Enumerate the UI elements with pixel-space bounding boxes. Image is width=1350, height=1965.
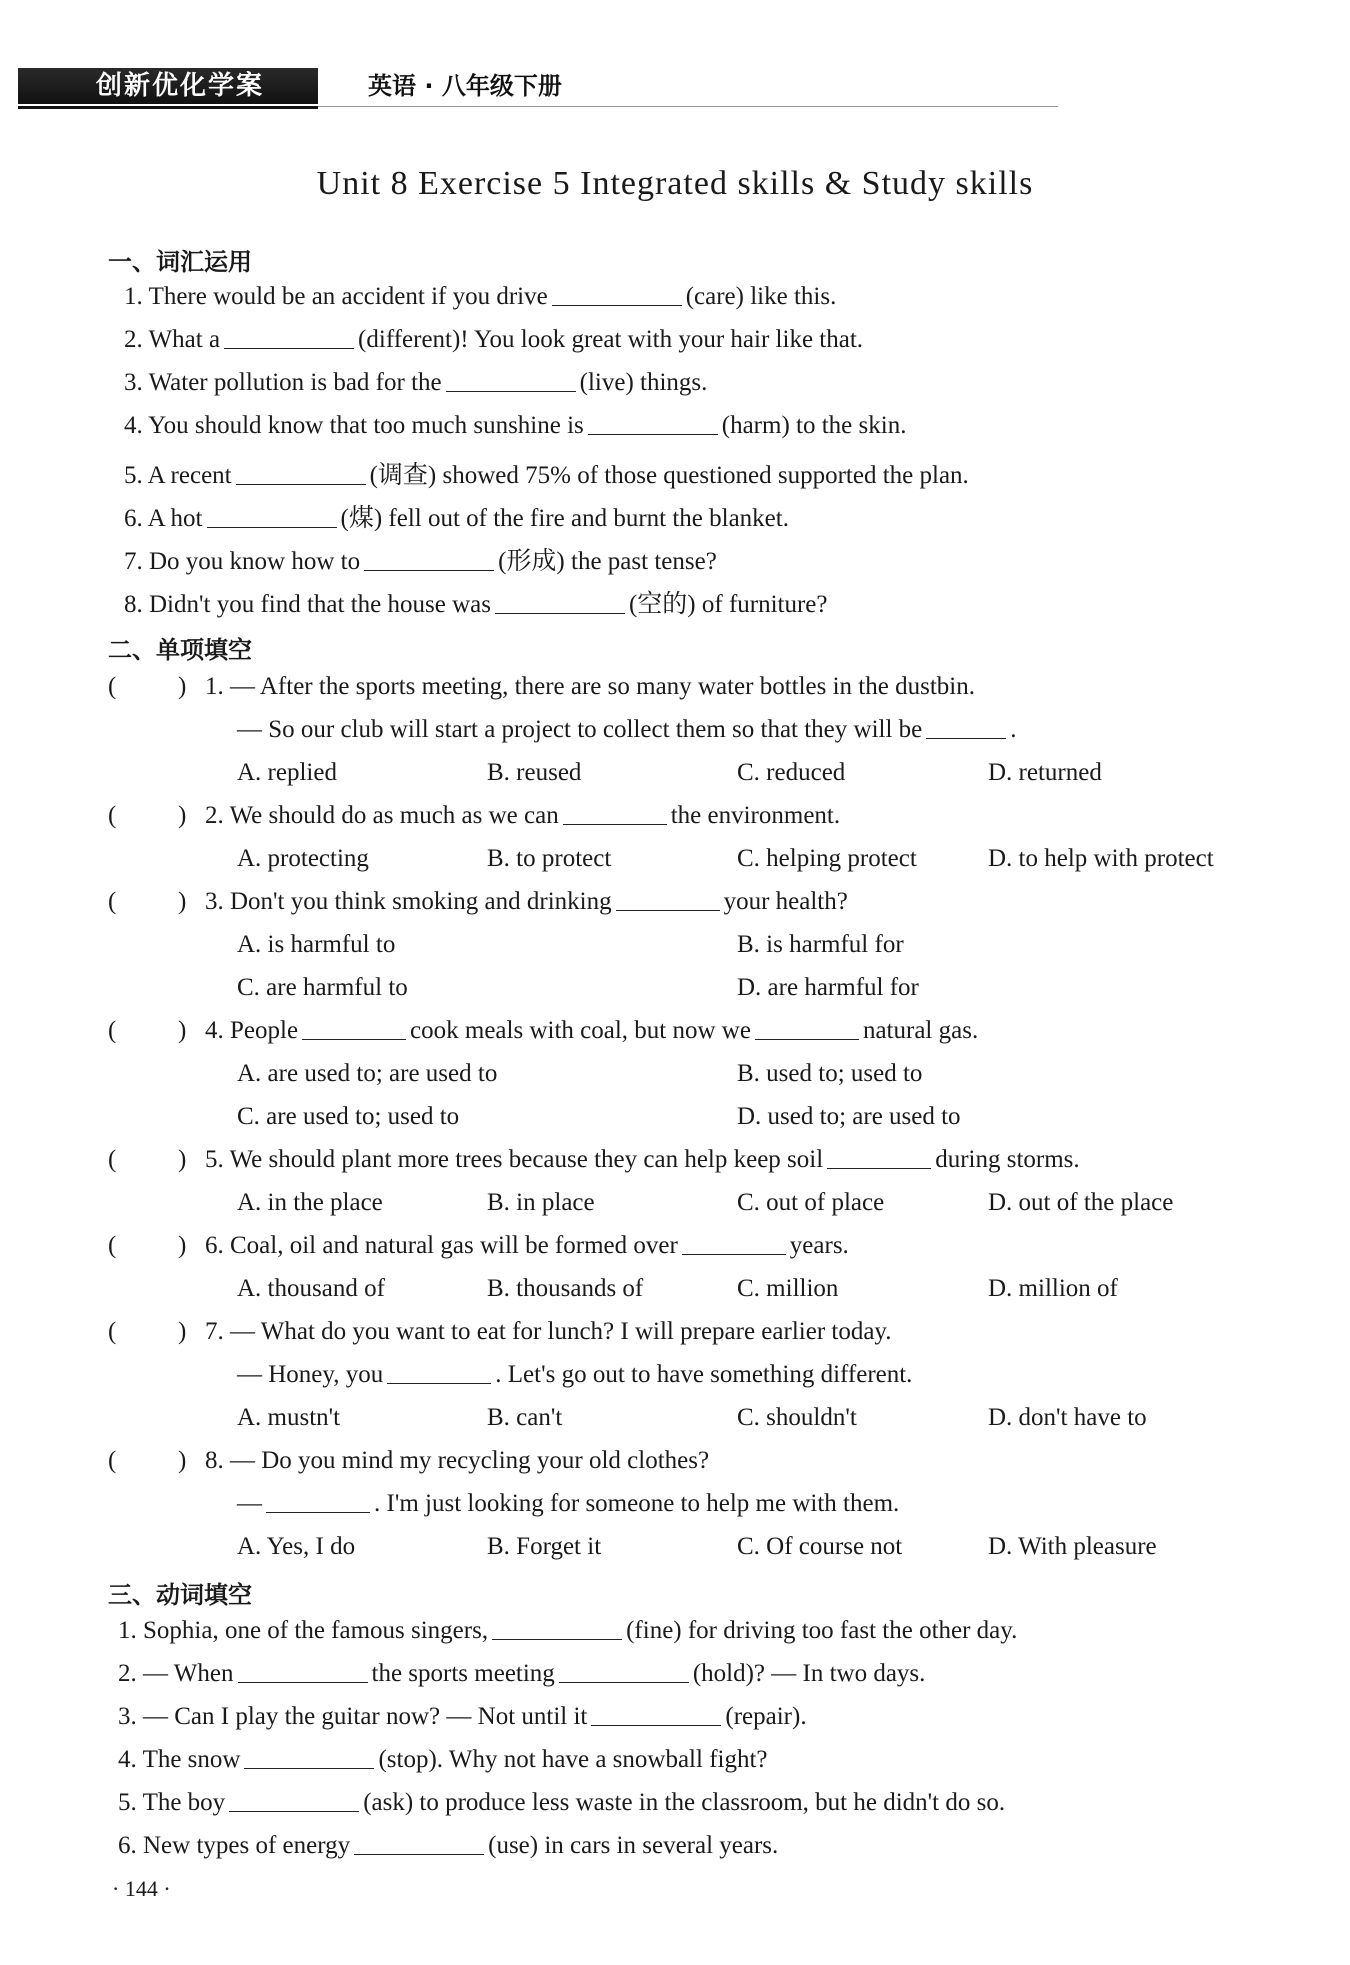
answer-paren-close: ) bbox=[178, 1017, 187, 1044]
section-heading-vocab: 一、词汇运用 bbox=[108, 248, 252, 276]
option-a: A. in the place bbox=[237, 1189, 383, 1216]
option-a: A. are used to; are used to bbox=[237, 1060, 498, 1087]
page-title: Unit 8 Exercise 5 Integrated skills & Study skills bbox=[316, 165, 1034, 202]
verb-item: 1. Sophia, one of the famous singers, (fine) for driving too fast the other day. bbox=[118, 1617, 1018, 1644]
answer-paren-close: ) bbox=[178, 1232, 187, 1259]
answer-paren-open[interactable]: ( bbox=[108, 888, 117, 915]
answer-blank[interactable] bbox=[364, 548, 494, 571]
answer-blank[interactable] bbox=[446, 369, 576, 392]
vocab-item: 7. Do you know how to (形成) the past tense? bbox=[124, 548, 717, 575]
page-header bbox=[18, 62, 1318, 108]
choice-question: 2. We should do as much as we can the environment. bbox=[205, 802, 841, 829]
choice-question: 8. — Do you mind my recycling your old clothes? bbox=[205, 1447, 710, 1474]
option-b: B. in place bbox=[487, 1189, 595, 1216]
vocab-item: 4. You should know that too much sunshine is (harm) to the skin. bbox=[124, 412, 907, 439]
section-heading-choice: 二、单项填空 bbox=[108, 636, 252, 664]
answer-paren-close: ) bbox=[178, 673, 187, 700]
option-c: C. reduced bbox=[737, 759, 846, 786]
answer-blank[interactable] bbox=[926, 716, 1006, 739]
answer-paren-close: ) bbox=[178, 888, 187, 915]
option-a: A. replied bbox=[237, 759, 337, 786]
answer-paren-open[interactable]: ( bbox=[108, 1017, 117, 1044]
answer-blank[interactable] bbox=[387, 1361, 491, 1384]
answer-paren-open[interactable]: ( bbox=[108, 1447, 117, 1474]
answer-paren-close: ) bbox=[178, 1146, 187, 1173]
answer-blank[interactable] bbox=[492, 1617, 622, 1640]
answer-blank[interactable] bbox=[244, 1746, 374, 1769]
option-c: C. Of course not bbox=[737, 1533, 903, 1560]
answer-blank[interactable] bbox=[591, 1703, 721, 1726]
choice-question: 1. — After the sports meeting, there are so many water bottles in the dustbin. bbox=[205, 673, 975, 700]
vocab-item: 8. Didn't you find that the house was (空的) of furniture? bbox=[124, 591, 828, 618]
answer-blank[interactable] bbox=[495, 591, 625, 614]
choice-question-line2: — Honey, you . Let's go out to have something different. bbox=[237, 1361, 913, 1388]
answer-blank[interactable] bbox=[266, 1490, 370, 1513]
option-a: A. thousand of bbox=[237, 1275, 385, 1302]
header-rule bbox=[318, 106, 1058, 107]
option-b: B. used to; used to bbox=[737, 1060, 923, 1087]
vocab-item: 2. What a (different)! You look great with your hair like that. bbox=[124, 326, 864, 353]
answer-blank[interactable] bbox=[552, 283, 682, 306]
book-title: 英语 · 八年级下册 bbox=[368, 72, 562, 100]
verb-item: 2. — When the sports meeting (hold)? — In two days. bbox=[118, 1660, 926, 1687]
answer-blank[interactable] bbox=[207, 505, 337, 528]
answer-blank[interactable] bbox=[224, 326, 354, 349]
option-b: B. is harmful for bbox=[737, 931, 904, 958]
answer-paren-close: ) bbox=[178, 1447, 187, 1474]
section-heading-verbs: 三、动词填空 bbox=[108, 1581, 252, 1609]
vocab-item: 6. A hot (煤) fell out of the fire and burnt the blanket. bbox=[124, 505, 789, 532]
answer-blank[interactable] bbox=[238, 1660, 368, 1683]
answer-blank[interactable] bbox=[354, 1832, 484, 1855]
option-b: B. Forget it bbox=[487, 1533, 602, 1560]
option-c: C. are used to; used to bbox=[237, 1103, 460, 1130]
option-c: C. million bbox=[737, 1275, 839, 1302]
option-b: B. to protect bbox=[487, 845, 612, 872]
option-b: B. thousands of bbox=[487, 1275, 644, 1302]
answer-blank[interactable] bbox=[588, 412, 718, 435]
answer-paren-open[interactable]: ( bbox=[108, 1318, 117, 1345]
choice-question-line2: — . I'm just looking for someone to help me with them. bbox=[237, 1490, 900, 1517]
answer-blank[interactable] bbox=[302, 1017, 406, 1040]
option-c: C. out of place bbox=[737, 1189, 885, 1216]
choice-question: 7. — What do you want to eat for lunch? I will prepare earlier today. bbox=[205, 1318, 892, 1345]
verb-item: 3. — Can I play the guitar now? — Not until it (repair). bbox=[118, 1703, 807, 1730]
option-b: B. can't bbox=[487, 1404, 563, 1431]
choice-question: 4. People cook meals with coal, but now we natural gas. bbox=[205, 1017, 979, 1044]
option-c: C. are harmful to bbox=[237, 974, 408, 1001]
choice-question: 6. Coal, oil and natural gas will be formed over years. bbox=[205, 1232, 849, 1259]
option-b: B. reused bbox=[487, 759, 582, 786]
option-d: D. With pleasure bbox=[988, 1533, 1157, 1560]
answer-blank[interactable] bbox=[755, 1017, 859, 1040]
answer-blank[interactable] bbox=[236, 462, 366, 485]
choice-question: 3. Don't you think smoking and drinking your health? bbox=[205, 888, 848, 915]
option-d: D. out of the place bbox=[988, 1189, 1174, 1216]
option-c: C. shouldn't bbox=[737, 1404, 857, 1431]
option-a: A. is harmful to bbox=[237, 931, 396, 958]
option-d: D. to help with protect bbox=[988, 845, 1214, 872]
answer-paren-close: ) bbox=[178, 802, 187, 829]
answer-blank[interactable] bbox=[559, 1660, 689, 1683]
option-d: D. are harmful for bbox=[737, 974, 919, 1001]
answer-blank[interactable] bbox=[827, 1146, 931, 1169]
answer-paren-open[interactable]: ( bbox=[108, 673, 117, 700]
option-a: A. protecting bbox=[237, 845, 369, 872]
answer-paren-close: ) bbox=[178, 1318, 187, 1345]
page-number: · 144 · bbox=[112, 1876, 171, 1901]
option-c: C. helping protect bbox=[737, 845, 917, 872]
verb-item: 5. The boy (ask) to produce less waste in the classroom, but he didn't do so. bbox=[118, 1789, 1006, 1816]
option-d: D. used to; are used to bbox=[737, 1103, 961, 1130]
answer-blank[interactable] bbox=[682, 1232, 786, 1255]
answer-paren-open[interactable]: ( bbox=[108, 1146, 117, 1173]
verb-item: 6. New types of energy (use) in cars in several years. bbox=[118, 1832, 779, 1859]
option-d: D. don't have to bbox=[988, 1404, 1147, 1431]
brand-underline bbox=[18, 106, 318, 109]
brand-banner: 创新优化学案 bbox=[18, 68, 318, 104]
vocab-item: 5. A recent (调查) showed 75% of those questioned supported the plan. bbox=[124, 462, 969, 489]
vocab-item: 3. Water pollution is bad for the (live) things. bbox=[124, 369, 708, 396]
vocab-item: 1. There would be an accident if you drive (care) like this. bbox=[124, 283, 837, 310]
choice-question: 5. We should plant more trees because they can help keep soil during storms. bbox=[205, 1146, 1080, 1173]
option-a: A. Yes, I do bbox=[237, 1533, 356, 1560]
answer-paren-open[interactable]: ( bbox=[108, 802, 117, 829]
verb-item: 4. The snow (stop). Why not have a snowball fight? bbox=[118, 1746, 768, 1773]
option-d: D. million of bbox=[988, 1275, 1118, 1302]
option-a: A. mustn't bbox=[237, 1404, 341, 1431]
answer-blank[interactable] bbox=[563, 802, 667, 825]
option-d: D. returned bbox=[988, 759, 1102, 786]
answer-blank[interactable] bbox=[229, 1789, 359, 1812]
answer-paren-open[interactable]: ( bbox=[108, 1232, 117, 1259]
answer-blank[interactable] bbox=[616, 888, 720, 911]
choice-question-line2: — So our club will start a project to collect them so that they will be . bbox=[237, 716, 1017, 743]
